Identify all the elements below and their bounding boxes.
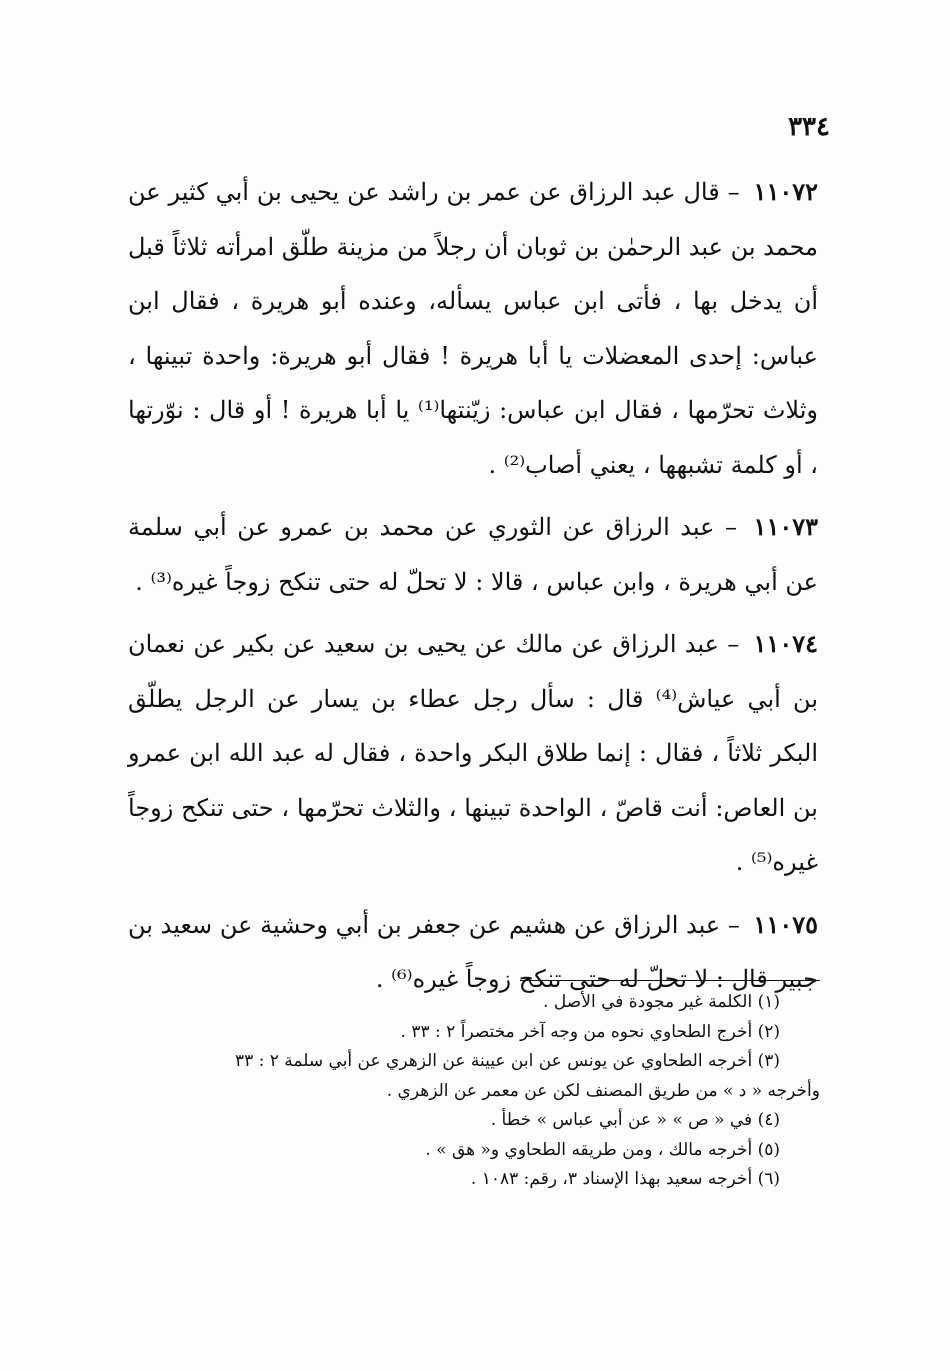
- page-number: ٣٣٤: [788, 112, 830, 142]
- hadith-number: ١١٠٧٢: [753, 177, 818, 206]
- footnotes-section: [120, 988, 820, 1195]
- hadith-number: ١١٠٧٣: [753, 512, 818, 541]
- hadith-entry: [128, 165, 818, 492]
- footnote-3: (٣) أخرجه الطحاوي عن يونس عن ابن عيينة عن الزهري عن أبي سلمة ٢ : ٣٣: [234, 1051, 780, 1071]
- footnote-separator: [520, 980, 820, 981]
- footnote-4: (٤) في « ص » « عن أبي عباس » خطأ .: [490, 1110, 780, 1130]
- footnote-6: (٦) أخرجه سعيد بهذا الإسناد ٣، رقم: ١٠٨٣ .: [470, 1169, 780, 1189]
- hadith-entry: [128, 617, 818, 890]
- hadith-text: – عبد الرزاق عن هشيم عن جعفر بن أبي وحشية عن سعيد بن جبير قال : لا تحلّ له حتى تنكح زوجاً غيره⁽⁶⁾ .: [128, 910, 818, 993]
- hadith-number: ١١٠٧٥: [753, 909, 818, 939]
- hadith-text: – قال عبد الرزاق عن عمر بن راشد عن يحيى بن أبي كثير عن محمد بن عبد الرحمٰن بن ثوبان أن رجلاً من مزينة طلّق امرأته ثلاثاً قبل أن يدخل بها ، فأتى ابن عباس يسأله، وعنده أبو هريرة ، فقال ابن عباس: إحدى المعضلات يا أبا هريرة ! فقال أبو هريرة: واحدة تبينها ، وثلاث تحرّمها ، فقال ابن عباس: زيّنتها⁽¹⁾ يا أبا هريرة ! أو قال : نوّرتها ، أو كلمة تشبهها ، يعني أصاب⁽²⁾ .: [128, 178, 819, 479]
- footnote-2: (٢) أخرج الطحاوي نحوه من وجه آخر مختصراً ٢ : ٣٣ .: [400, 1021, 780, 1042]
- hadith-number: ١١٠٧٤: [753, 629, 818, 658]
- footnote-1: (١) الكلمة غير مجودة في الأصل .: [543, 992, 780, 1012]
- footnote-3-continuation: وأخرجه « د » من طريق المصنف لكن عن معمر عن الزهري .: [386, 1080, 820, 1101]
- hadith-entry: [128, 500, 818, 609]
- hadith-text: – عبد الرزاق عن مالك عن يحيى بن سعيد عن بكير عن نعمان بن أبي عياش⁽⁴⁾ قال : سأل رجل عطاء بن يسار عن الرجل يطلّق البكر ثلاثاً ، فقال : إنما طلاق البكر واحدة ، فقال له عبد الله ابن عمرو بن العاص: أنت قاصّ ، الواحدة تبينها ، والثلاث تحرّمها ، حتى تنكح زوجاً غيره⁽⁵⁾ .: [128, 630, 819, 876]
- footnote-5: (٥) أخرجه مالك ، ومن طريقه الطحاوي و« هق » .: [425, 1139, 780, 1160]
- hadith-text: – عبد الرزاق عن الثوري عن محمد بن عمرو عن أبي سلمة عن أبي هريرة ، وابن عباس ، قالا : لا تحلّ له حتى تنكح زوجاً غيره⁽³⁾ .: [128, 513, 818, 596]
- main-text-body: [128, 165, 818, 1015]
